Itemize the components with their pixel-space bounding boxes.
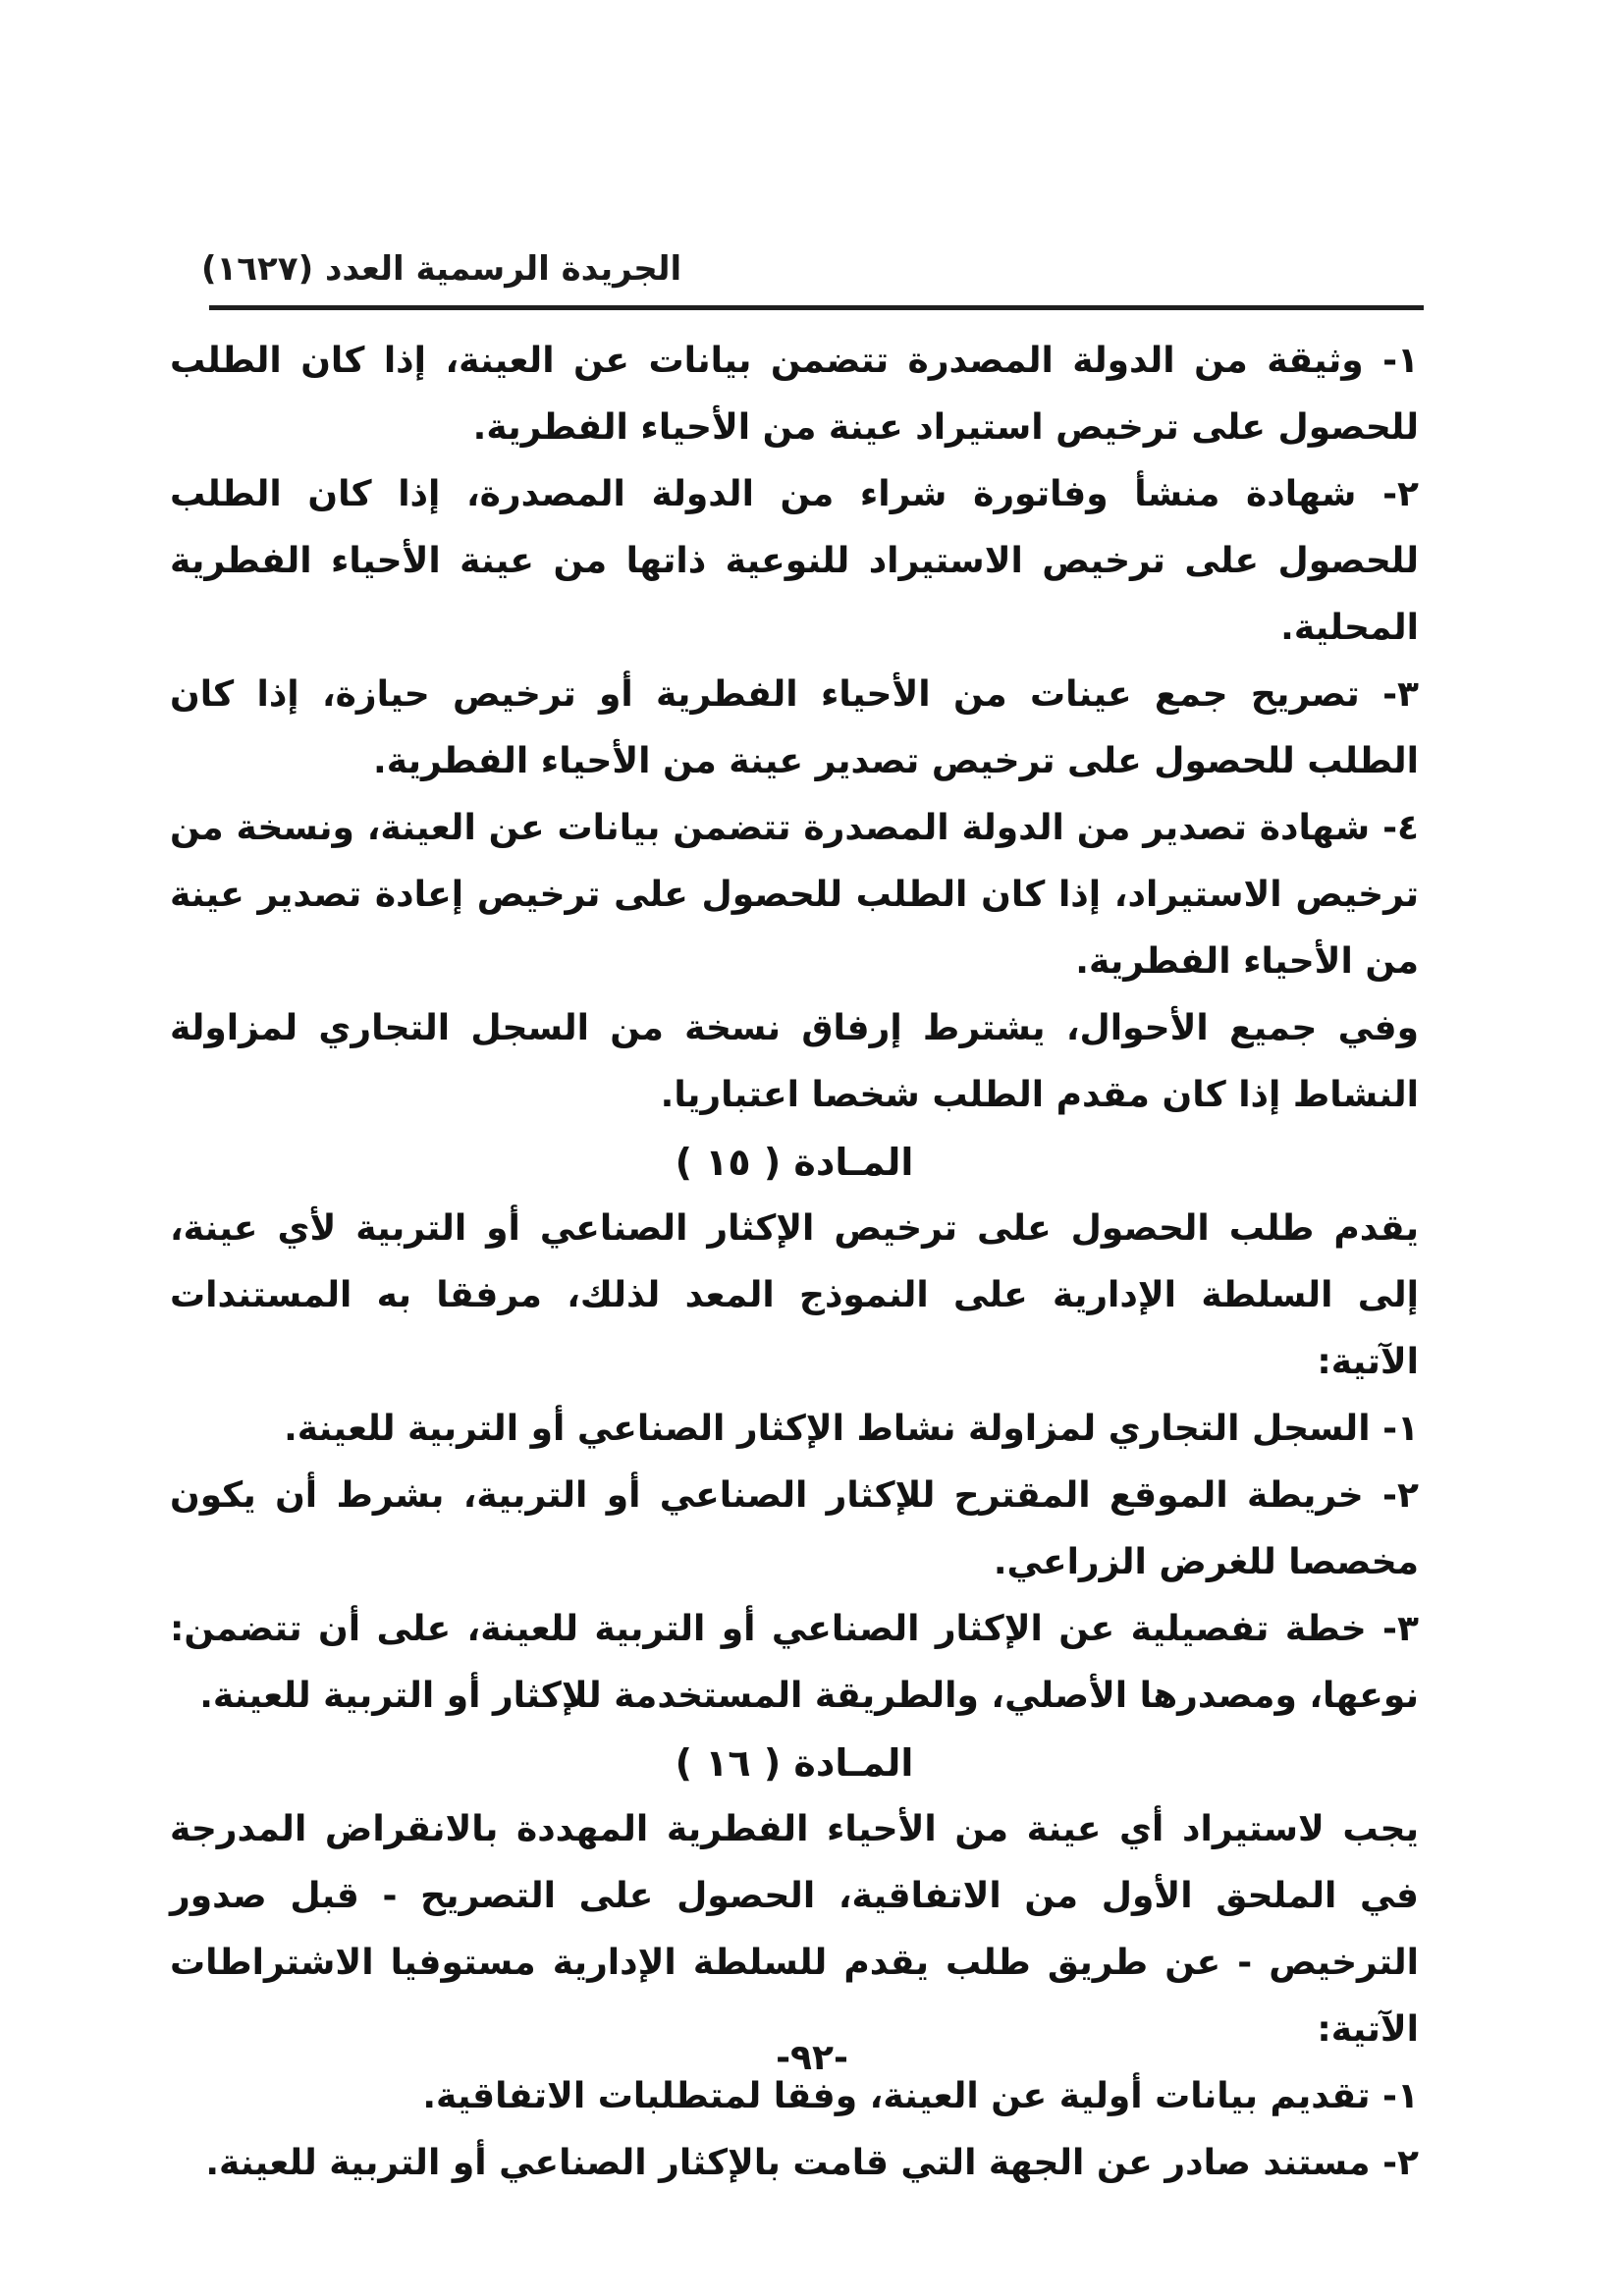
- article-16-intro: يجب لاستيراد أي عينة من الأحياء الفطرية المهددة بالانقراض المدرجة في الملحق الأول من الاتفاقية، الحصول على التصريح - قبل صدور الترخيص - عن طريق طلب يقدم للسلطة الإدارية مستوفيا الاشتراطات الآتية:: [170, 1809, 1419, 2050]
- article-16-clause-2-issuing-entity-document: ٢- مستند صادر عن الجهة التي قامت بالإكثار الصناعي أو التربية للعينة.: [205, 2143, 1419, 2183]
- gazette-header-title: الجريدة الرسمية العدد (١٦٢٧): [201, 249, 682, 289]
- closing-note-paragraph: وفي جميع الأحوال، يشترط إرفاق نسخة من السجل التجاري لمزاولة النشاط إذا كان مقدم الطلب شخصا اعتباريا.: [170, 1008, 1419, 1115]
- page-number: -٩٢-: [776, 2038, 848, 2078]
- clause-4-export-certificate: ٤- شهادة تصدير من الدولة المصدرة تتضمن بيانات عن العينة، ونسخة من ترخيص الاستيراد، إذا كان الطلب للحصول على ترخيص إعادة تصدير عينة من الأحياء الفطرية.: [170, 808, 1419, 982]
- clause-1-document-from-exporting-state: ١- وثيقة من الدولة المصدرة تتضمن بيانات عن العينة، إذا كان الطلب للحصول على ترخيص استيراد عينة من الأحياء الفطرية.: [170, 341, 1419, 448]
- article-16-clause-1-initial-data: ١- تقديم بيانات أولية عن العينة، وفقا لمتطلبات الاتفاقية.: [422, 2076, 1419, 2116]
- header-rule: [209, 305, 1424, 310]
- article-15-title: المـادة ( ١٥ ): [675, 1141, 914, 1184]
- clause-2-certificate-of-origin: ٢- شهادة منشأ وفاتورة شراء من الدولة المصدرة، إذا كان الطلب للحصول على ترخيص الاستيراد للنوعية ذاتها من عينة الأحياء الفطرية المحلية.: [170, 474, 1419, 648]
- clause-3-collection-permit: ٣- تصريح جمع عينات من الأحياء الفطرية أو ترخيص حيازة، إذا كان الطلب للحصول على ترخيص تصدير عينة من الأحياء الفطرية.: [170, 674, 1419, 781]
- document-body: [170, 328, 1419, 2197]
- article-15-clause-1-commercial-register: ١- السجل التجاري لمزاولة نشاط الإكثار الصناعي أو التربية للعينة.: [284, 1409, 1419, 1449]
- article-15-clause-3-detailed-plan: ٣- خطة تفصيلية عن الإكثار الصناعي أو التربية للعينة، على أن تتضمن: نوعها، ومصدرها الأصلي، والطريقة المستخدمة للإكثار أو التربية للعينة.: [170, 1609, 1419, 1716]
- article-15-clause-2-site-map: ٢- خريطة الموقع المقترح للإكثار الصناعي أو التربية، بشرط أن يكون مخصصا للغرض الزراعي.: [170, 1475, 1419, 1582]
- article-16-title: المـادة ( ١٦ ): [675, 1741, 914, 1785]
- article-15-intro: يقدم طلب الحصول على ترخيص الإكثار الصناعي أو التربية لأي عينة، إلى السلطة الإدارية على النموذج المعد لذلك، مرفقا به المستندات الآتية:: [170, 1208, 1419, 1382]
